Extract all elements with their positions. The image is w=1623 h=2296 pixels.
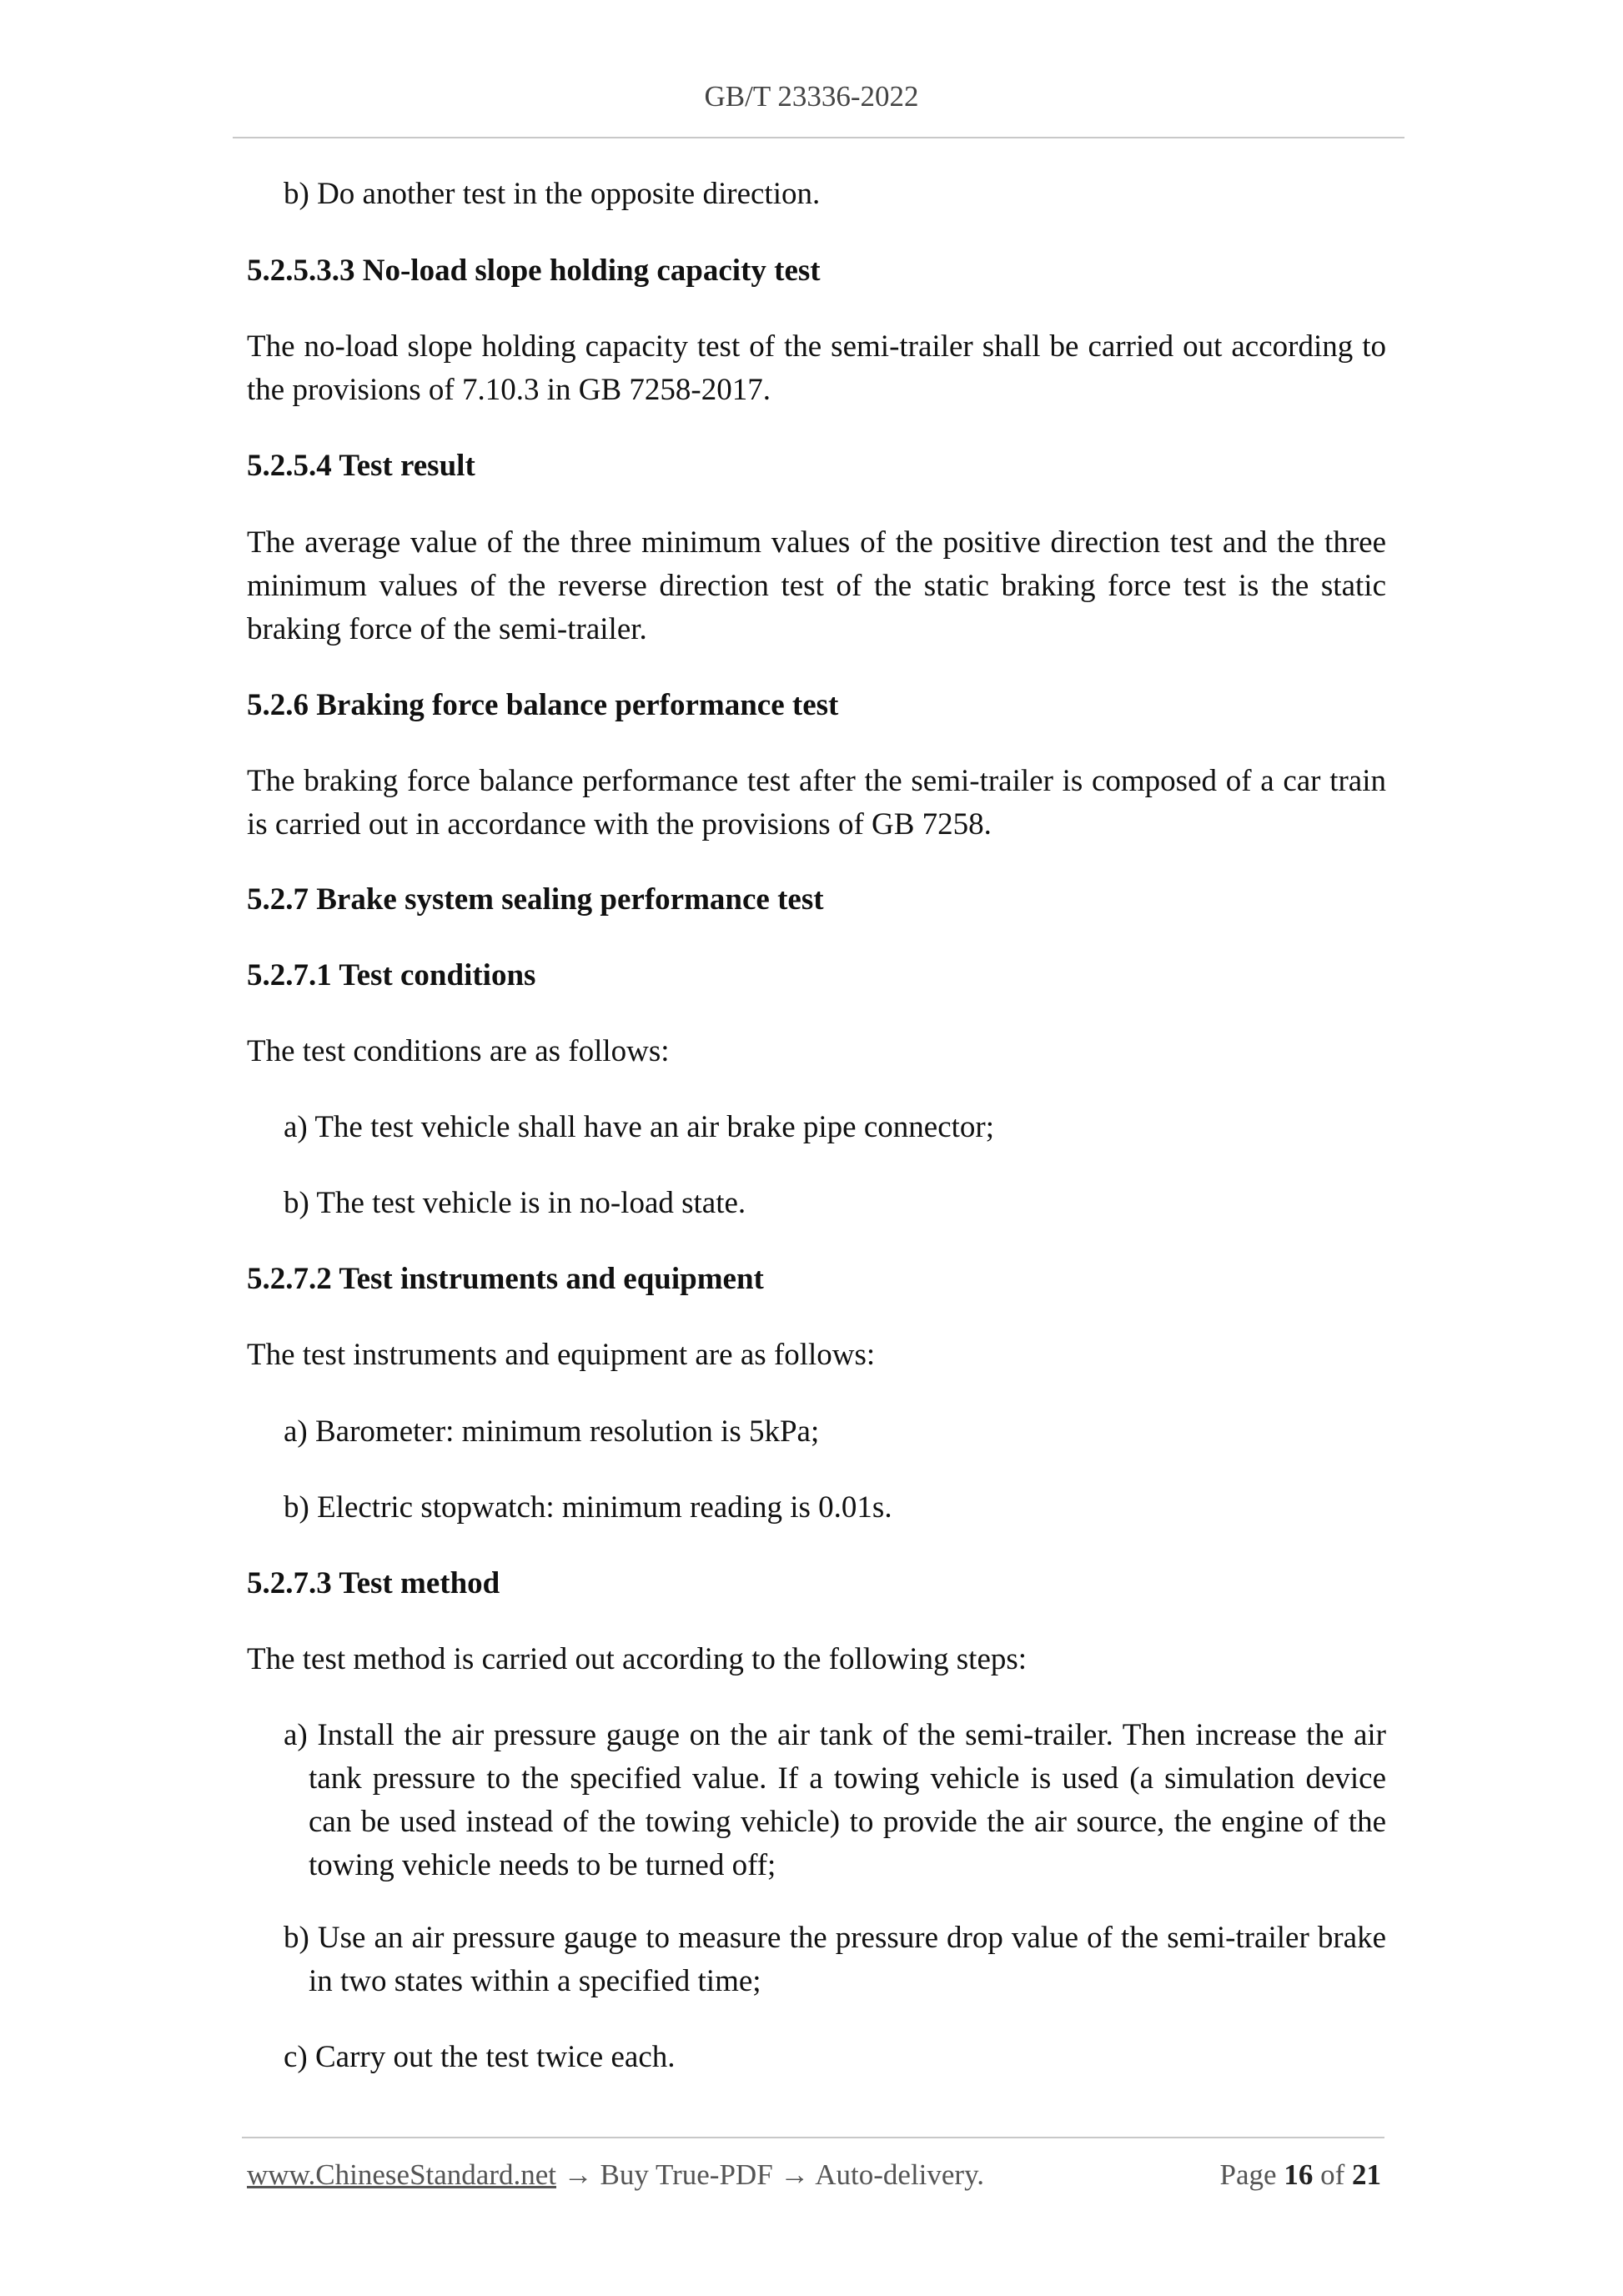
arrow-right-icon: →: [563, 2158, 593, 2191]
list-item: b) Use an air pressure gauge to measure the pressure drop value of the semi-trailer brake in two states within a specified time;: [284, 1921, 1386, 1998]
list-item: a) Barometer: minimum resolution is 5kPa;: [284, 1414, 820, 1449]
buy-pdf-text: Buy True-PDF: [600, 2158, 773, 2191]
section-heading: 5.2.7.2 Test instruments and equipment: [247, 1262, 764, 1296]
header-divider: [233, 137, 1404, 138]
website-link[interactable]: www.ChineseStandard.net: [247, 2158, 556, 2191]
list-item: c) Carry out the test twice each.: [284, 2040, 676, 2074]
section-heading: 5.2.5.4 Test result: [247, 449, 475, 483]
footer-divider: [242, 2137, 1384, 2138]
paragraph: The test conditions are as follows:: [247, 1034, 670, 1068]
paragraph: The test instruments and equipment are as follows:: [247, 1338, 876, 1372]
paragraph: The no-load slope holding capacity test of the semi-trailer shall be carried out according to the provisions of 7.10.3 in GB 7258-2017.: [247, 329, 1386, 407]
page-number: 16: [1284, 2158, 1314, 2191]
page-total: 21: [1352, 2158, 1381, 2191]
page-indicator: [1220, 2158, 1381, 2192]
paragraph: The test method is carried out according to the following steps:: [247, 1642, 1028, 1676]
arrow-right-icon: →: [780, 2158, 810, 2191]
list-item: b) The test vehicle is in no-load state.: [284, 1186, 746, 1220]
section-heading: 5.2.7.1 Test conditions: [247, 958, 536, 992]
auto-delivery-text: Auto-delivery.: [815, 2158, 985, 2191]
footer-promo: [247, 2158, 984, 2192]
paragraph: The braking force balance performance test after the semi-trailer is composed of a car train is carried out in accordance with the provisions of GB 7258.: [247, 764, 1386, 842]
section-heading: 5.2.5.3.3 No-load slope holding capacity test: [247, 254, 821, 288]
page-label: Page: [1219, 2158, 1277, 2191]
list-item: b) Do another test in the opposite direction.: [284, 177, 821, 211]
document-id-header: GB/T 23336-2022: [704, 80, 919, 113]
section-heading: 5.2.6 Braking force balance performance test: [247, 688, 839, 722]
section-heading: 5.2.7 Brake system sealing performance test: [247, 882, 824, 917]
paragraph: The average value of the three minimum values of the positive direction test and the three minimum values of the reverse direction test of the static braking force test is the static braking force of the semi-trailer.: [247, 525, 1386, 646]
list-item: b) Electric stopwatch: minimum reading is 0.01s.: [284, 1490, 892, 1525]
list-item: a) Install the air pressure gauge on the air tank of the semi-trailer. Then increase the air tank pressure to the specified value. If a towing vehicle is used (a simulation device can be used instead of the towing vehicle) to provide the air source, the engine of the towing vehicle needs to be turned off;: [284, 1718, 1386, 1882]
of-label: of: [1320, 2158, 1345, 2191]
section-heading: 5.2.7.3 Test method: [247, 1566, 500, 1600]
list-item: a) The test vehicle shall have an air brake pipe connector;: [284, 1110, 994, 1144]
